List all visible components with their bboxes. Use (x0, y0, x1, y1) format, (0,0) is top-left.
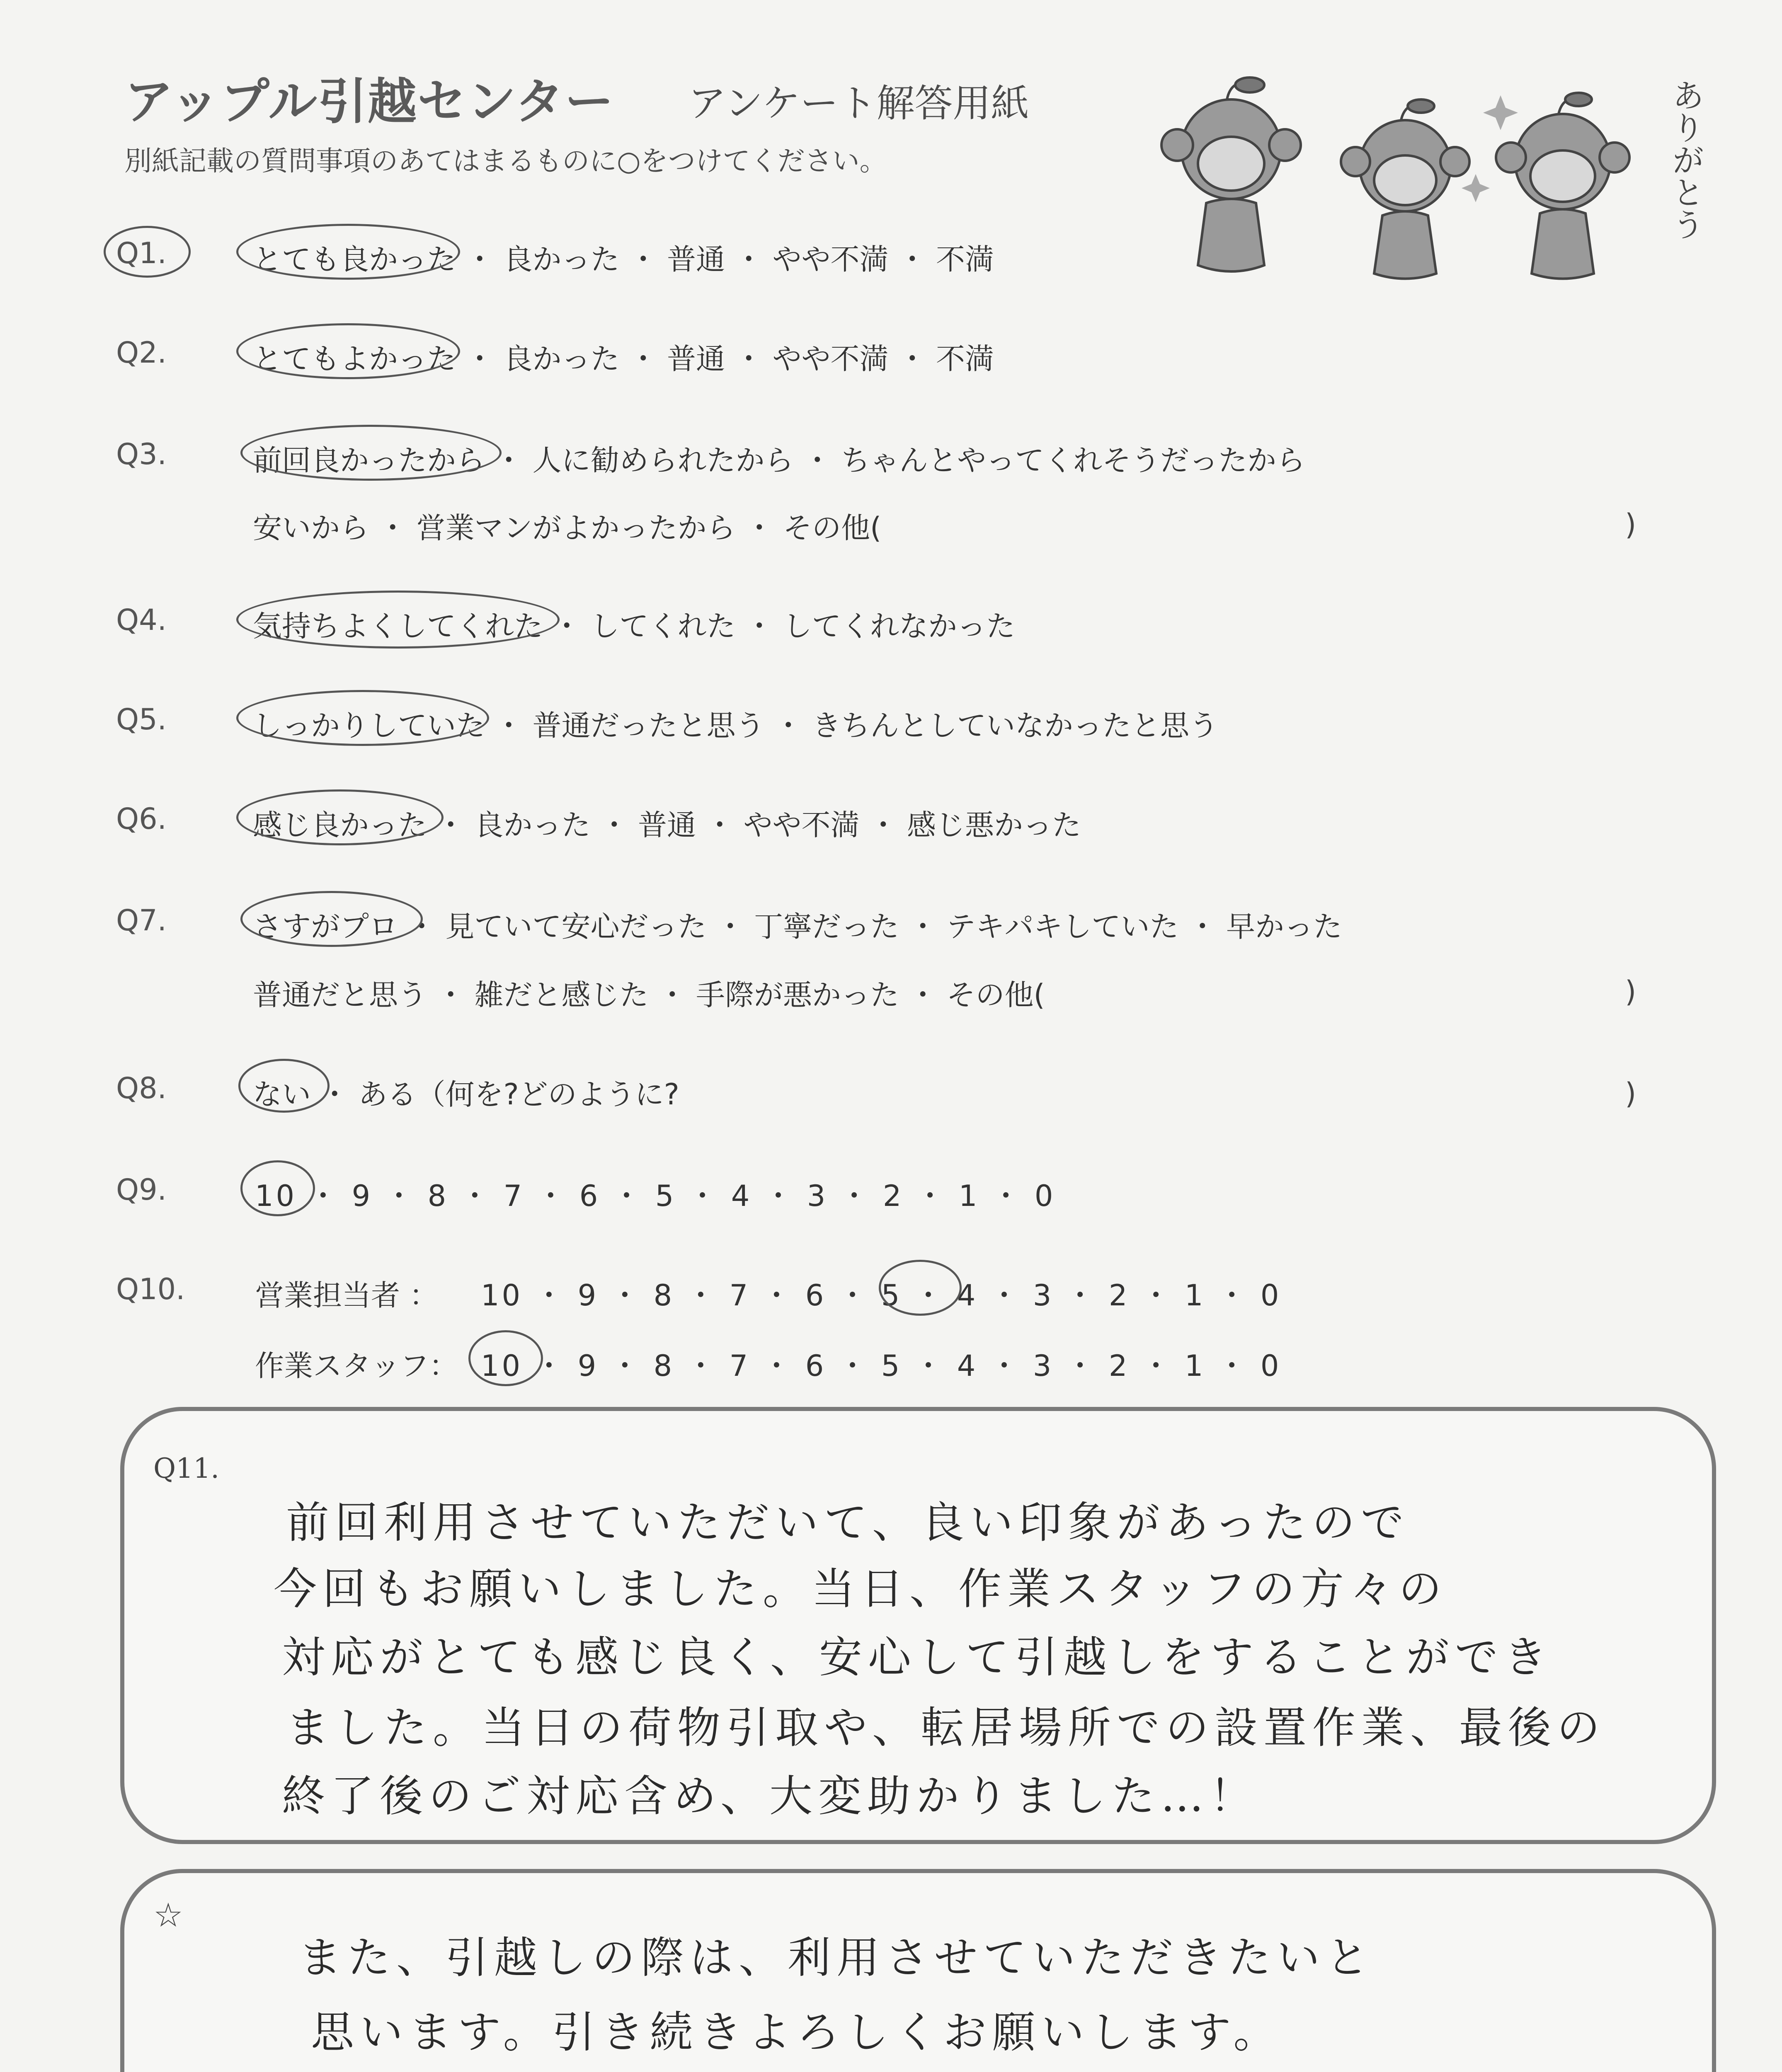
q4-answer-circle-mark (236, 591, 560, 649)
q9-scale: 10 ・ 9 ・ 8 ・ 7 ・ 6 ・ 5 ・ 4 ・ 3 ・ 2 ・ 1 ・ 0 (255, 1179, 1056, 1213)
q10-sales-scale: 10 ・ 9 ・ 8 ・ 7 ・ 6 ・ 5 ・ 4 ・ 3 ・ 2 ・ 1 ・ 0 (481, 1278, 1282, 1312)
monkey-left-icon (1161, 77, 1301, 271)
q8-options: ない ・ ある（何を?どのように? (253, 1077, 679, 1111)
q8-close-paren: ) (1625, 1077, 1637, 1111)
q8-label: Q8. (116, 1071, 167, 1105)
q11-comment-line: 前回利用させていただいて、良い印象があったので (286, 1497, 1410, 1548)
q9-label: Q9. (116, 1173, 167, 1207)
star-comment-line: 思います。引き続きよろしくお願いします。 (311, 2007, 1283, 2057)
q2-label: Q2. (116, 336, 167, 370)
q4-options: 気持ちよくしてくれた ・ してくれた ・ してくれなかった (253, 609, 1016, 643)
q11-comment-line: 終了後のご対応含め、大変助かりました…！ (282, 1771, 1258, 1821)
mascot-illustration (1144, 70, 1700, 303)
q3-close-paren: ) (1625, 508, 1637, 542)
mascot-thanks-text: ありがとう (1667, 79, 1704, 240)
q7-answer-circle-mark (240, 891, 423, 947)
q5-options: しっかりしていた ・ 普通だったと思う ・ きちんとしていなかったと思う (253, 709, 1219, 743)
q1-answer-circle-mark (236, 224, 460, 280)
q9-answer-circle-mark (240, 1160, 315, 1216)
company-title: アップル引越センター (124, 73, 615, 130)
q7-label: Q7. (116, 903, 167, 937)
star-comment-line: また、引越しの際は、利用させていただきたいと (298, 1932, 1375, 1983)
q2-answer-circle-mark (236, 323, 460, 379)
q11-comment-line: 対応がとても感じ良く、安心して引越しをすることができ (282, 1632, 1553, 1682)
q7-options-line1: さすがプロ ・ 見ていて安心だった ・ 丁寧だった ・ テキパキしていた ・ 早かった (253, 910, 1343, 944)
q6-options: 感じ良かった ・ 良かった ・ 普通 ・ やや不満 ・ 感じ悪かった (253, 808, 1081, 842)
q3-options-line2: 安いから ・ 営業マンがよかったから ・ その他( (253, 511, 882, 545)
form-title: アンケート解答用紙 (688, 81, 1029, 126)
q5-label: Q5. (116, 702, 167, 736)
q7-options-line2: 普通だと思う ・ 雑だと感じた ・ 手際が悪かった ・ その他( (253, 978, 1045, 1012)
q3-label: Q3. (116, 437, 167, 471)
q7-close-paren: ) (1625, 975, 1637, 1009)
monkey-right-icon (1496, 93, 1629, 279)
q10-label: Q10. (116, 1272, 185, 1306)
q3-answer-circle-mark (240, 425, 502, 481)
q3-options-line1: 前回良かったから ・ 人に勧められたから ・ ちゃんとやってくれそうだったから (253, 443, 1306, 477)
q10-sales-label: 営業担当者 ： (255, 1278, 439, 1312)
q5-answer-circle-mark (236, 690, 489, 746)
q2-options: とてもよかった ・ 良かった ・ 普通 ・ やや不満 ・ 不満 (253, 342, 994, 376)
q11-comment-line: 今回もお願いしました。当日、作業スタッフの方々の (274, 1564, 1448, 1614)
q4-label: Q4. (116, 603, 167, 637)
instruction-text: 別紙記載の質問事項のあてはまるものに○をつけてください。 (124, 145, 887, 177)
q1-label: Q1. (116, 236, 167, 270)
star-comment-box (120, 1869, 1716, 2072)
q1-label-circle-mark (104, 226, 191, 278)
monkey-middle-icon (1341, 99, 1469, 279)
q10-staff-scale: 10 ・ 9 ・ 8 ・ 7 ・ 6 ・ 5 ・ 4 ・ 3 ・ 2 ・ 1 ・ 0 (481, 1349, 1282, 1383)
q11-comment-box (120, 1407, 1716, 1844)
q10-sales-circle-mark (879, 1260, 962, 1316)
q6-answer-circle-mark (236, 789, 444, 845)
q8-answer-circle-mark (238, 1059, 330, 1113)
q1-options: とても良かった ・ 良かった ・ 普通 ・ やや不満 ・ 不満 (253, 242, 994, 276)
star-icon: ☆ (153, 1896, 183, 1934)
q11-comment-line: ました。当日の荷物引取や、転居場所での設置作業、最後の (286, 1702, 1606, 1753)
q10-staff-circle-mark (468, 1330, 543, 1386)
q11-label: Q11. (153, 1452, 220, 1484)
q6-label: Q6. (116, 802, 167, 836)
q10-staff-label: 作業スタッフ： (255, 1349, 458, 1383)
